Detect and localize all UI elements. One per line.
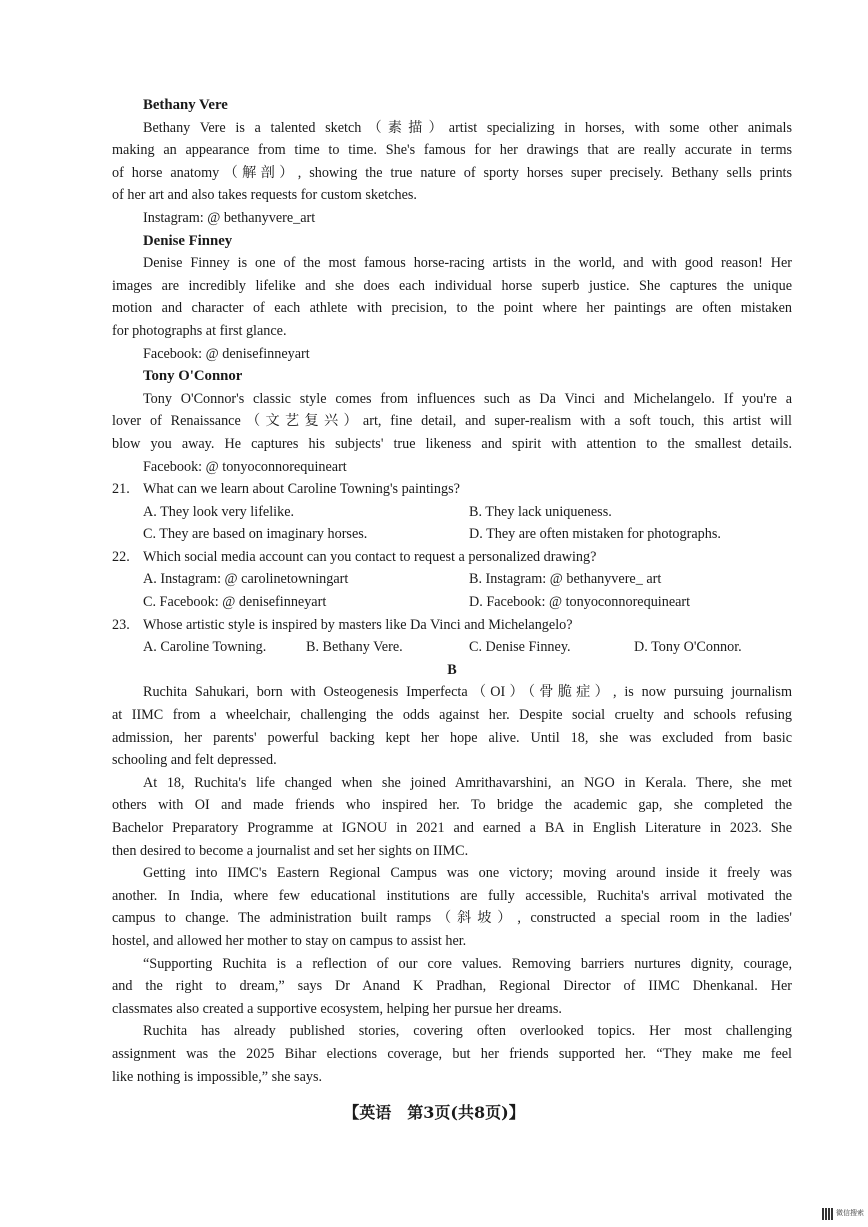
artist-name-bethany: Bethany Vere xyxy=(143,97,228,113)
question-number: 22. xyxy=(112,548,130,565)
question-text: Which social media account can you contact to request a personalized drawing? xyxy=(143,548,597,565)
option-b[interactable]: B. Bethany Vere. xyxy=(306,639,403,656)
qr-code-icon xyxy=(822,1208,834,1220)
paragraph-line: “Supporting Ruchita is a reflection of our core values. Removing barriers nurtures dignity, courage, xyxy=(143,955,792,972)
paragraph-5 xyxy=(112,1020,792,1088)
bethany-line-2: making an appearance from time to time. She's famous for her drawings that are really accurate in terms xyxy=(112,142,792,159)
paragraph-line: and the right to dream,” says Dr Anand K Pradhan, Regional Director of IIMC Dhenkanal. Her xyxy=(112,978,792,995)
question-21 xyxy=(112,478,792,501)
tony-line-3: blow you away. He captures his subjects' true likeness and spirit with attention to the smallest details. xyxy=(112,435,792,452)
option-d[interactable]: D. They are often mistaken for photographs. xyxy=(469,526,721,543)
paragraph-line: at IIMC from a wheelchair, challenging the odds against her. Despite social cruelty and schools refusing xyxy=(112,707,792,724)
paragraph-2 xyxy=(112,772,792,862)
option-c[interactable]: C. Denise Finney. xyxy=(469,639,571,656)
denise-line-4: for photographs at first glance. xyxy=(112,322,287,339)
paragraph-line: admission, her parents' powerful backing kept her hope alive. Until 18, she was excluded from basic xyxy=(112,729,792,746)
tony-contact: Facebook: @ tonyoconnorequineart xyxy=(143,458,347,475)
option-c[interactable]: C. They are based on imaginary horses. xyxy=(143,526,368,543)
artist-name-tony: Tony O'Connor xyxy=(143,368,243,385)
paragraph-1 xyxy=(112,681,792,771)
paragraph-4 xyxy=(112,953,792,1021)
paragraph-line: Ruchita Sahukari, born with Osteogenesis Imperfecta（OI）（骨脆症）, is now pursuing journalism xyxy=(143,684,792,701)
question-number: 21. xyxy=(112,481,130,498)
paragraph-line: then desired to become a journalist and set her sights on IIMC. xyxy=(112,842,469,859)
question-22 xyxy=(112,546,792,569)
question-text: What can we learn about Caroline Towning's paintings? xyxy=(143,481,460,498)
option-a[interactable]: A. They look very lifelike. xyxy=(143,503,295,520)
option-a[interactable]: A. Caroline Towning. xyxy=(143,639,267,656)
paragraph-line: hostel, and allowed her mother to stay on campus to assist her. xyxy=(112,932,467,949)
option-b[interactable]: B. They lack uniqueness. xyxy=(469,503,612,520)
question-22-options xyxy=(112,568,792,613)
denise-line-2: images are incredibly lifelike and she does each individual horse superb justice. She captures the unique xyxy=(112,277,792,294)
question-23-options xyxy=(112,636,792,659)
option-c[interactable]: C. Facebook: @ denisefinneyart xyxy=(143,594,327,611)
bethany-line-1: Bethany Vere is a talented sketch（素描）artist specializing in horses, with some other animals xyxy=(143,119,792,136)
paragraph-line: another. In India, where few educational institutions are fully accessible, Ruchita's arrival motivated the xyxy=(112,887,792,904)
option-d[interactable]: D. Tony O'Connor. xyxy=(634,639,742,656)
bethany-line-4: of her art and also takes requests for custom sketches. xyxy=(112,187,417,204)
denise-line-1: Denise Finney is one of the most famous horse-racing artists in the world, and with good reason! Her xyxy=(143,255,792,272)
paragraph-line: classmates also created a supportive ecosystem, helping her pursue her dreams. xyxy=(112,1000,562,1017)
denise-line-3: motion and character of each athlete with precision, to the point where her paintings are often mistaken xyxy=(112,300,792,317)
paragraph-line: At 18, Ruchita's life changed when she joined Amrithavarshini, an NGO in Kerala. There, she met xyxy=(143,774,792,791)
question-number: 23. xyxy=(112,616,130,633)
paragraph-line: like nothing is impossible,” she says. xyxy=(112,1068,323,1085)
paragraph-line: others with OI and made friends who inspired her. To bridge the academic gap, she completed the xyxy=(112,797,792,814)
tony-line-2: lover of Renaissance（文艺复兴）art, fine detail, and super-realism with a soft touch, this artist will xyxy=(112,413,792,430)
paragraph-line: assignment was the 2025 Bihar elections coverage, but her friends supported her. “They make me feel xyxy=(112,1045,792,1062)
question-text: Whose artistic style is inspired by masters like Da Vinci and Michelangelo? xyxy=(143,616,573,633)
paragraph-line: schooling and felt depressed. xyxy=(112,752,277,769)
paragraph-line: Getting into IIMC's Eastern Regional Campus was one victory; moving around inside it freely was xyxy=(143,865,792,882)
question-21-options xyxy=(112,501,792,546)
text-column xyxy=(112,94,792,1088)
watermark-text: 微信搜索 xyxy=(836,1209,864,1217)
artist-name-denise: Denise Finney xyxy=(143,232,233,249)
denise-contact: Facebook: @ denisefinneyart xyxy=(143,345,310,362)
option-b[interactable]: B. Instagram: @ bethanyvere_ art xyxy=(469,571,662,588)
option-d[interactable]: D. Facebook: @ tonyoconnorequineart xyxy=(469,594,691,611)
paragraph-line: Bachelor Preparatory Programme at IGNOU in 2021 and earned a BA in English Literature in 2023. She xyxy=(112,820,792,836)
bethany-contact: Instagram: @ bethanyvere_art xyxy=(143,209,316,226)
tony-line-1: Tony O'Connor's classic style comes from influences such as Da Vinci and Michelangelo. If you're a xyxy=(143,390,792,407)
section-b-heading: B xyxy=(447,661,457,678)
page-footer: 【英语 第3页(共8页)】 xyxy=(343,1103,525,1122)
paragraph-3 xyxy=(112,862,792,952)
paragraph-line: Ruchita has already published stories, covering often overlooked topics. Her most challenging xyxy=(143,1023,792,1040)
bethany-line-3: of horse anatomy（解剖）, showing the true nature of sporty horses super precisely. Bethany sells prints xyxy=(112,164,792,181)
option-a[interactable]: A. Instagram: @ carolinetowningart xyxy=(143,571,349,588)
paragraph-line: campus to change. The administration built ramps（斜坡）, constructed a special room in the ladies' xyxy=(112,910,792,927)
question-23 xyxy=(112,614,792,637)
